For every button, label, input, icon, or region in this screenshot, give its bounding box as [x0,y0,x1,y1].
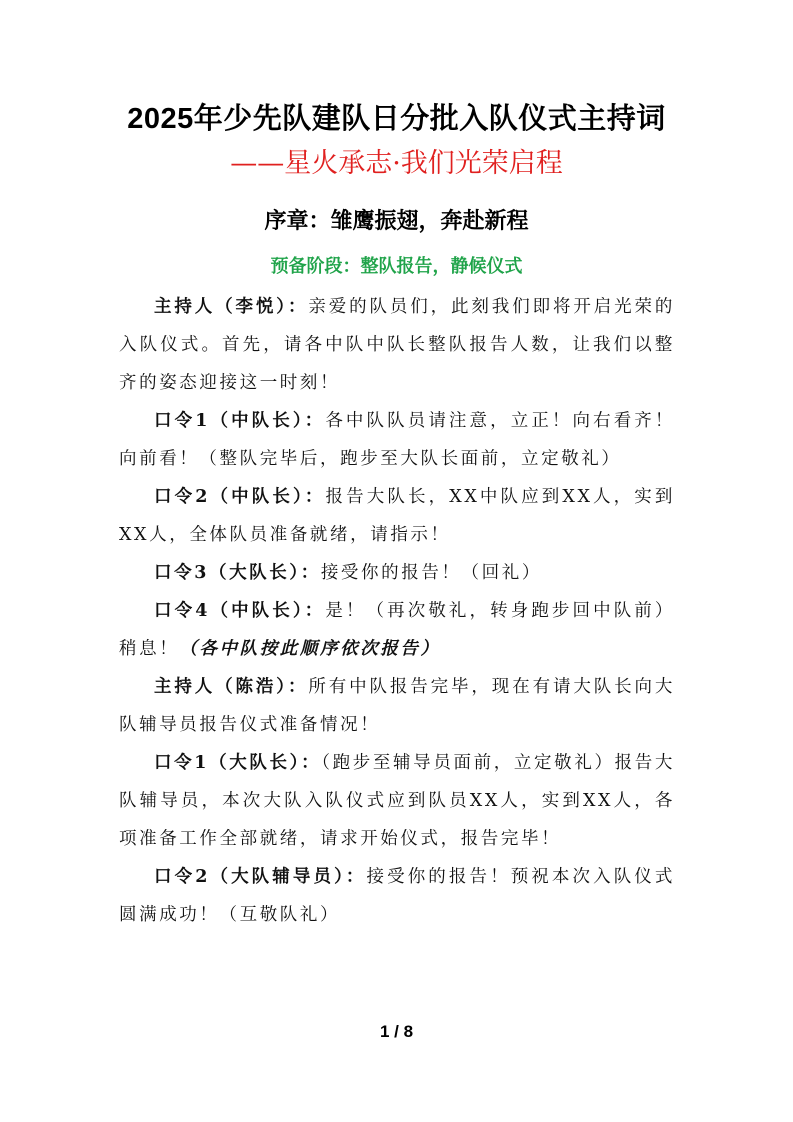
paragraph [119,592,675,668]
paragraph [119,288,675,402]
paragraph-text: 是！（再次敬礼，转身跑步回中队前）稍息！ [119,601,676,659]
speaker-label: 口令2（大队辅导员）： [154,867,367,887]
paragraph-text: 各中队队员请注意，立正！向右看齐！向前看！（整队完毕后，跑步至大队长面前，立定敬礼） [119,411,676,469]
document-body [119,288,675,934]
document-subtitle: ——星火承志·我们光荣启程 [230,148,563,179]
paragraph [119,478,675,554]
paragraph-text: 所有中队报告完毕，现在有请大队长向大队辅导员报告仪式准备情况！ [119,677,675,735]
paragraph-text: （跑步至辅导员面前，立定敬礼）报告大队辅导员，本次大队入队仪式应到队员XX人，实到XX人，各项准备工作全部就绪，请求开始仪式，报告完毕！ [119,753,675,849]
speaker-label: 口令3（大队长）： [154,563,321,583]
paragraph [119,858,675,934]
paragraph-text: 接受你的报告！预祝本次入队仪式圆满成功！（互敬队礼） [119,867,675,925]
paragraph-note: （各中队按此顺序依次报告） [179,639,441,659]
paragraph [119,554,675,592]
paragraph [119,744,675,858]
paragraph-text: 接受你的报告！（回礼） [320,563,542,583]
paragraph-text: 报告大队长，XX中队应到XX人，实到XX人，全体队员准备就绪，请指示！ [119,487,675,545]
speaker-label: 主持人（陈浩）： [154,677,309,697]
stage-heading: 预备阶段：整队报告，静候仪式 [270,256,523,277]
document-title: 2025年少先队建队日分批入队仪式主持词 [127,103,666,135]
paragraph-text: 亲爱的队员们，此刻我们即将开启光荣的入队仪式。首先，请各中队中队长整队报告人数，让我们以整齐的姿态迎接这一时刻！ [119,297,675,393]
speaker-label: 口令1（中队长）： [154,411,326,431]
paragraph [119,668,675,744]
paragraph [119,402,675,478]
speaker-label: 口令4（中队长）： [154,601,326,621]
page-number: 1 / 8 [379,1022,414,1041]
chapter-heading: 序章：雏鹰振翅，奔赴新程 [264,209,529,234]
speaker-label: 口令2（中队长）： [154,487,326,507]
speaker-label: 口令1（大队长）： [154,753,322,773]
speaker-label: 主持人（李悦）： [154,297,309,317]
